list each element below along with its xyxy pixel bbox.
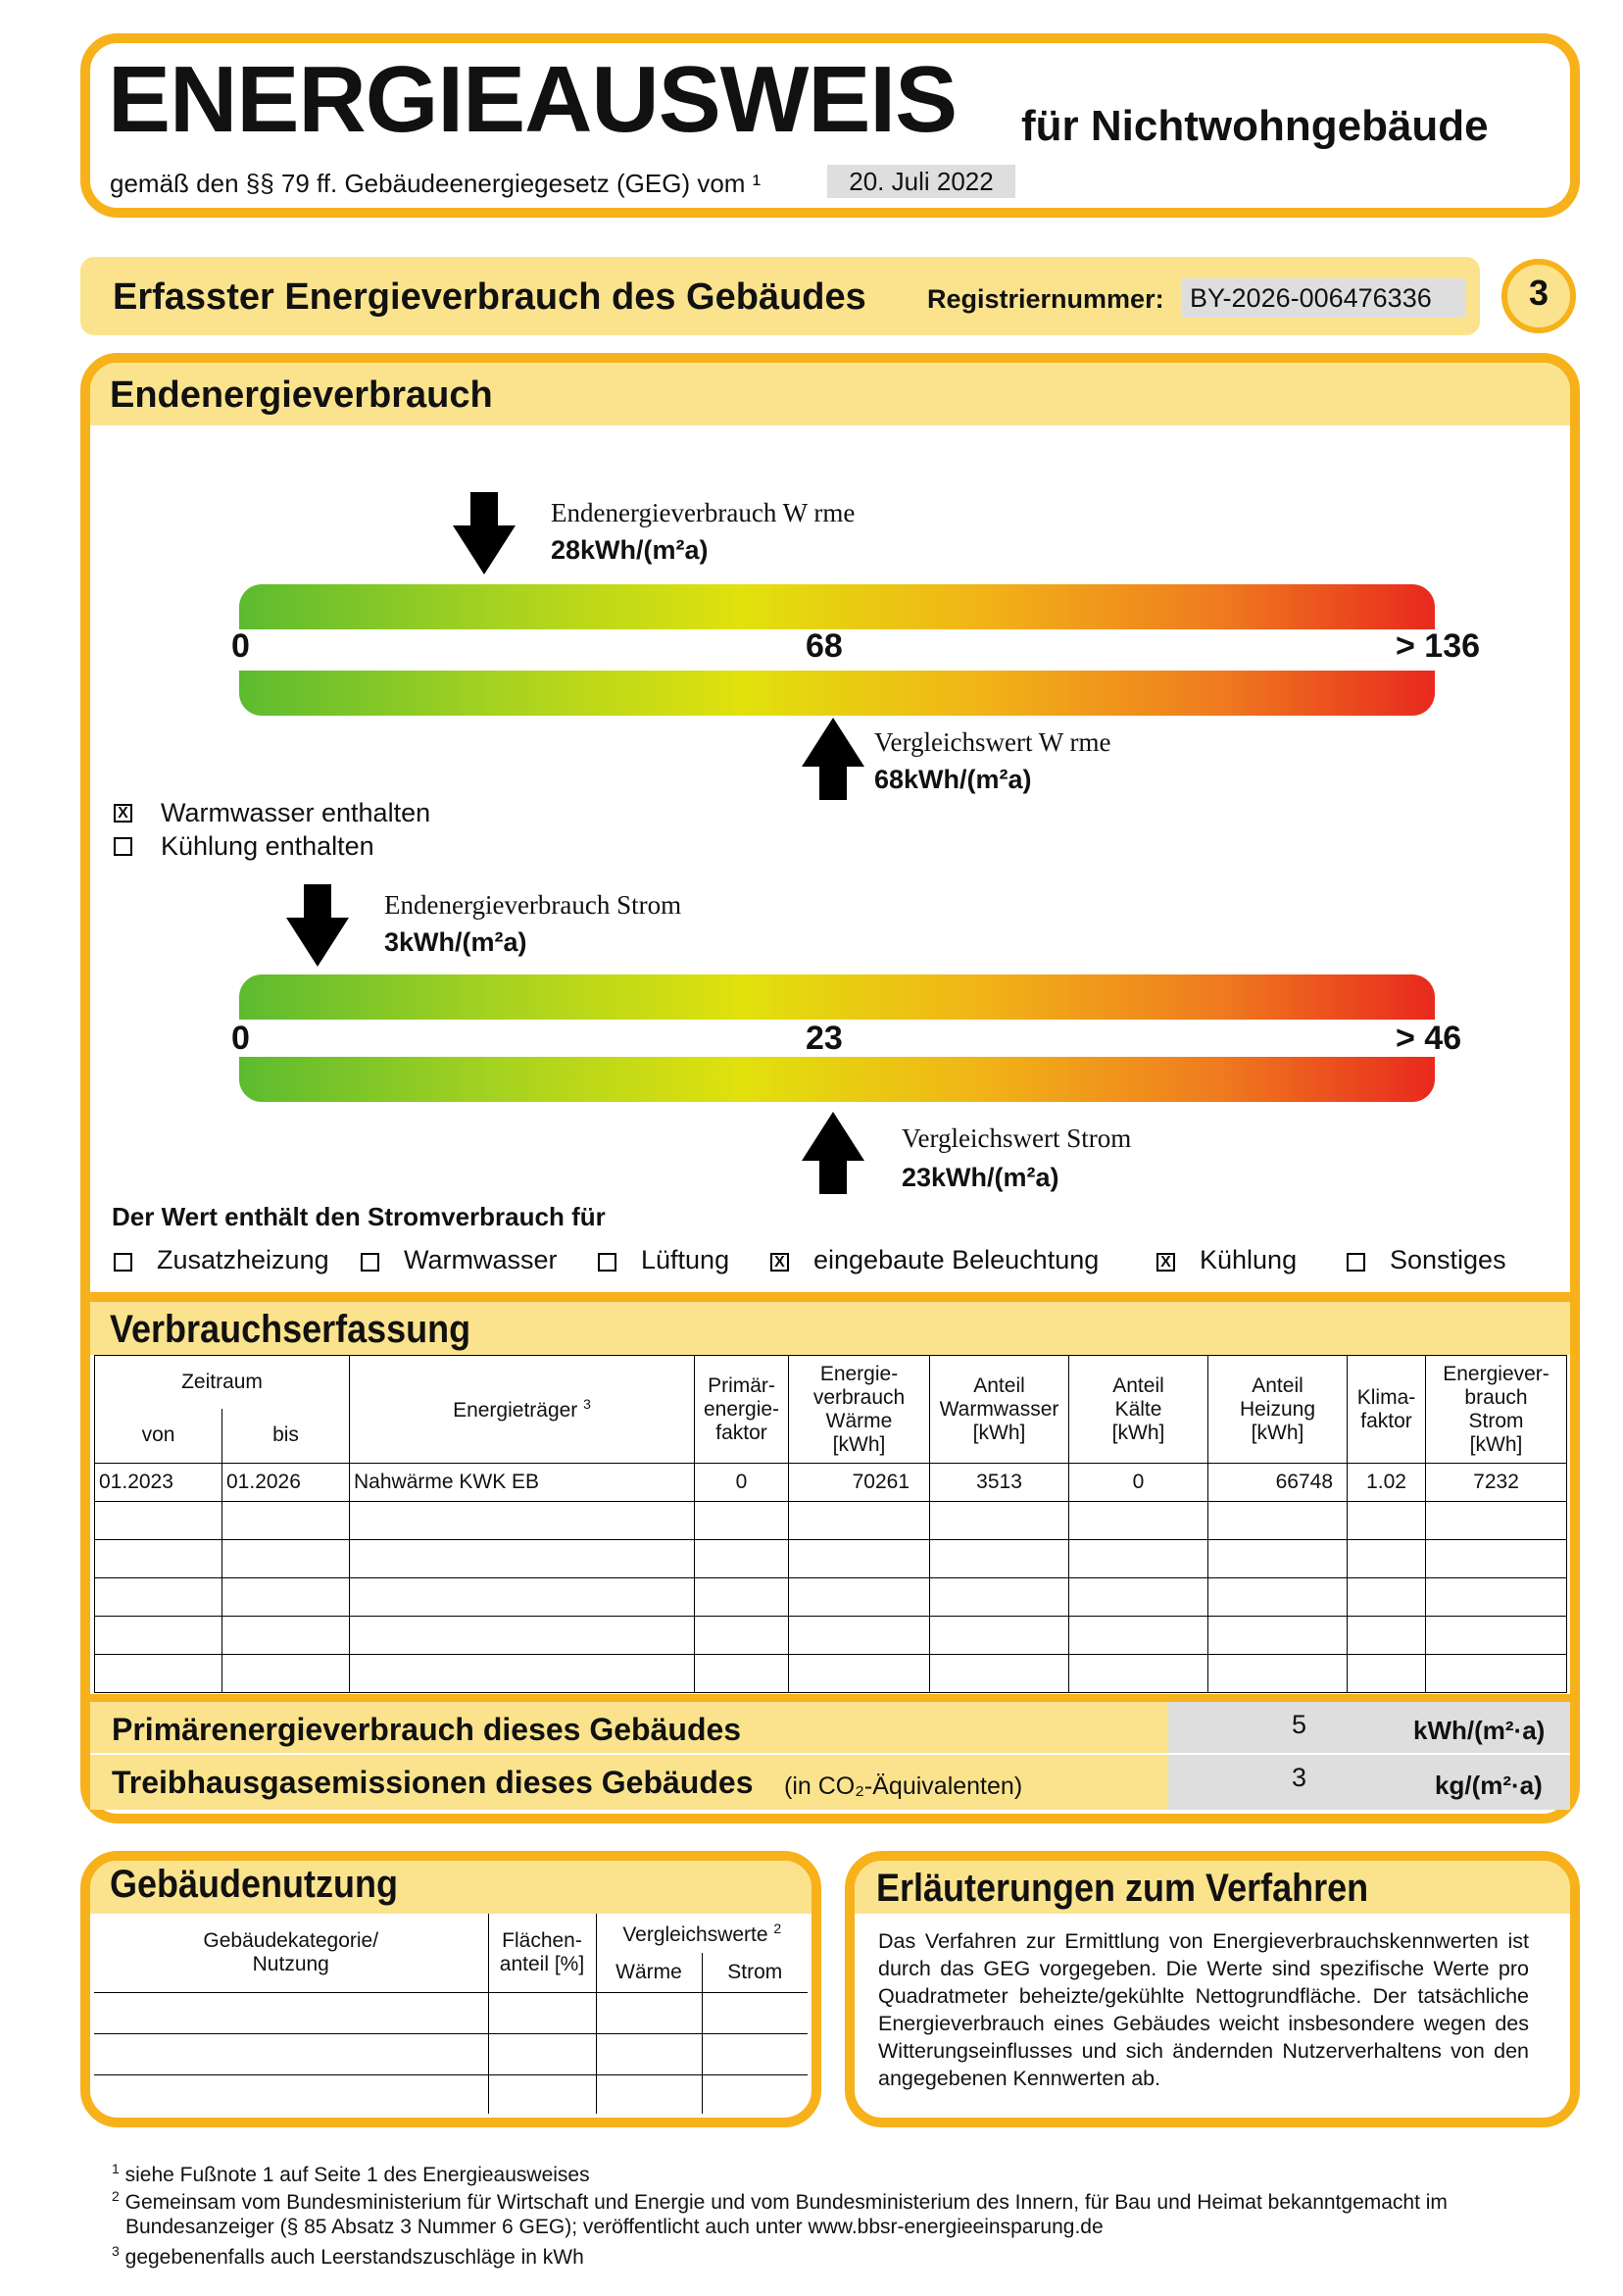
strom-warmwasser-checkbox[interactable] [361, 1253, 379, 1272]
nutzung-vergleich-header: Vergleichswerte $^2$ [596, 1914, 808, 1953]
strom-kuehlung-checkbox[interactable]: X [1156, 1253, 1175, 1272]
table-row [95, 1578, 1567, 1617]
waerme-header: Energie- verbrauch Wärme [kWh] [789, 1356, 930, 1464]
bis-header: bis [222, 1409, 350, 1464]
waerme-scale-min: 0 [231, 627, 250, 665]
strom-kuehlung-label: Kühlung [1200, 1245, 1298, 1274]
warmwasser-header: Anteil Warmwasser [kWh] [930, 1356, 1069, 1464]
warmwasser-label: Warmwasser enthalten [161, 798, 431, 827]
kuehlung-checkbox[interactable] [114, 837, 132, 856]
footnote-3: $^3$ gegebenenfalls auch Leerstandszuschläge in kWh [112, 2243, 584, 2269]
strom-scale-min: 0 [231, 1020, 250, 1057]
primaer-label: Primärenergieverbrauch dieses Gebäudes [112, 1712, 742, 1747]
endenergie-title: Endenergieverbrauch [110, 374, 493, 416]
page-number: 3 [1528, 273, 1549, 313]
verbrauch-divider [90, 1292, 1570, 1302]
traeger-header: Energieträger $^3$ [350, 1356, 695, 1464]
cell-kaelte: 0 [1069, 1464, 1208, 1502]
waerme-compare-label: Vergleichswert W rme [874, 727, 1111, 757]
table-row [95, 1502, 1567, 1540]
cell-klima: 1.02 [1348, 1464, 1426, 1502]
waerme-scale-bottom [239, 671, 1435, 716]
beleuchtung-checkbox[interactable]: X [770, 1253, 789, 1272]
table-row [94, 2074, 808, 2114]
law-reference: gemäß den §§ 79 ff. Gebäudeenergiegesetz (GEG) vom ¹ [110, 169, 762, 198]
cell-waerme: 70261 [789, 1464, 930, 1502]
kaelte-header: Anteil Kälte [kWh] [1069, 1356, 1208, 1464]
footnote-2: $^2$ Gemeinsam vom Bundesministerium für Wirtschaft und Energie und vom Bundesministerium des Innern, für Bau und Heimat bekanntgemacht im [112, 2188, 1448, 2214]
table-row [94, 1992, 808, 2033]
thg-label: Treibhausgasemissionen dieses Gebäudes [112, 1765, 754, 1800]
kuehlung-label: Kühlung enthalten [161, 831, 374, 861]
strom-compare-label: Vergleichswert Strom [902, 1123, 1132, 1153]
cell-heizung: 66748 [1208, 1464, 1348, 1502]
heizung-header: Anteil Heizung [kWh] [1208, 1356, 1348, 1464]
von-header: von [95, 1409, 222, 1464]
nutzung-anteil-header: Flächen- anteil [%] [488, 1914, 596, 1992]
waerme-label: Endenergieverbrauch W rme [551, 498, 856, 527]
strom-compare-value: 23kWh/(m²a) [902, 1163, 1059, 1192]
nutzung-title: Gebäudenutzung [110, 1863, 398, 1906]
sonstiges-label: Sonstiges [1390, 1245, 1506, 1274]
waerme-compare-value: 68kWh/(m²a) [874, 765, 1032, 794]
strom-scale-max: > 46 [1396, 1020, 1462, 1057]
zusatzheizung-checkbox[interactable] [114, 1253, 132, 1272]
nutzung-table [94, 1914, 808, 2114]
verbrauch-table [94, 1355, 1567, 1693]
zusatzheizung-label: Zusatzheizung [157, 1245, 329, 1274]
primaer-value: 5 [1292, 1710, 1307, 1739]
section-title: Erfasster Energieverbrauch des Gebäudes [113, 276, 866, 318]
waerme-compare-arrow-icon [802, 718, 864, 767]
strom-compare-arrow-icon [802, 1112, 864, 1161]
strom-value-arrow-icon [286, 918, 349, 967]
cell-bis: 01.2026 [222, 1464, 350, 1502]
sonstiges-checkbox[interactable] [1347, 1253, 1365, 1272]
thg-value: 3 [1292, 1763, 1307, 1792]
strom-warmwasser-label: Warmwasser [404, 1245, 558, 1274]
table-row [95, 1464, 1567, 1502]
document-subtitle: für Nichtwohngebäude [1021, 102, 1489, 150]
table-row [94, 2033, 808, 2074]
lueftung-checkbox[interactable] [598, 1253, 616, 1272]
strom-header: Energiever- brauch Strom [kWh] [1426, 1356, 1567, 1464]
waerme-scale-top [239, 584, 1435, 629]
document-title: ENERGIEAUSWEIS [108, 47, 958, 152]
thg-unit: kg/(m²·a) [1435, 1771, 1543, 1800]
erlaeuterung-text: Das Verfahren zur Ermittlung von Energieverbrauchskennwerten ist durch das GEG vorgegeben. Die Werte sind spezifische Werte pro Quadratmeter beheizte/gekühlte Nettogrundfläche. Der tatsächliche Energieverbrauch eines Gebäudes weicht insbesondere wegen des Witterungseinflusses und sich ändernden Nutzerverhaltens von den angegebenen Kennwerten ab. [878, 1929, 1529, 2090]
waerme-scale-max: > 136 [1396, 627, 1481, 665]
strom-label: Endenergieverbrauch Strom [384, 890, 682, 920]
registration-label: Registriernummer: [927, 284, 1164, 314]
nutzung-waerme-header: Wärme [596, 1953, 702, 1992]
primaer-header: Primär- energie- faktor [695, 1356, 789, 1464]
footnote-1: $^1$ siehe Fußnote 1 auf Seite 1 des Energieausweises [112, 2161, 590, 2186]
law-date: 20. Juli 2022 [827, 165, 1015, 198]
cell-strom: 7232 [1426, 1464, 1567, 1502]
cell-von: 01.2023 [95, 1464, 222, 1502]
registration-number: BY-2026-006476336 [1182, 278, 1466, 318]
strom-value: 3kWh/(m²a) [384, 927, 527, 957]
thg-sub: (in CO₂-Äquivalenten) [784, 1772, 1023, 1800]
cell-primaer: 0 [695, 1464, 789, 1502]
erlaeuterung-title: Erläuterungen zum Verfahren [876, 1867, 1369, 1910]
lueftung-label: Lüftung [641, 1245, 730, 1274]
table-row [95, 1655, 1567, 1693]
table-row [95, 1540, 1567, 1578]
footnote-2-cont: Bundesanzeiger (§ 85 Absatz 3 Nummer 6 GEG); veröffentlicht auch unter www.bbsr-energieeinsparung.de [125, 2216, 1104, 2238]
waerme-value-arrow-icon [453, 525, 516, 574]
strom-scale-bottom [239, 1057, 1435, 1102]
table-row [95, 1617, 1567, 1655]
beleuchtung-label: eingebaute Beleuchtung [813, 1245, 1100, 1274]
summary-divider [90, 1694, 1570, 1702]
cell-warmwasser: 3513 [930, 1464, 1069, 1502]
nutzung-strom-header: Strom [702, 1953, 808, 1992]
cell-traeger: Nahwärme KWK EB [350, 1464, 695, 1502]
zeitraum-header: Zeitraum [95, 1356, 350, 1409]
primaer-unit: kWh/(m²·a) [1413, 1716, 1546, 1745]
strom-scale-mid: 23 [806, 1020, 843, 1057]
nutzung-kategorie-header: Gebäudekategorie/ Nutzung [94, 1914, 488, 1992]
waerme-scale-mid: 68 [806, 627, 843, 665]
verbrauch-title: Verbrauchserfassung [110, 1308, 471, 1351]
waerme-value: 28kWh/(m²a) [551, 535, 709, 565]
strom-scale-top [239, 974, 1435, 1020]
warmwasser-checkbox[interactable]: X [114, 804, 132, 823]
klima-header: Klima- faktor [1348, 1356, 1426, 1464]
strom-note: Der Wert enthält den Stromverbrauch für [112, 1202, 606, 1231]
